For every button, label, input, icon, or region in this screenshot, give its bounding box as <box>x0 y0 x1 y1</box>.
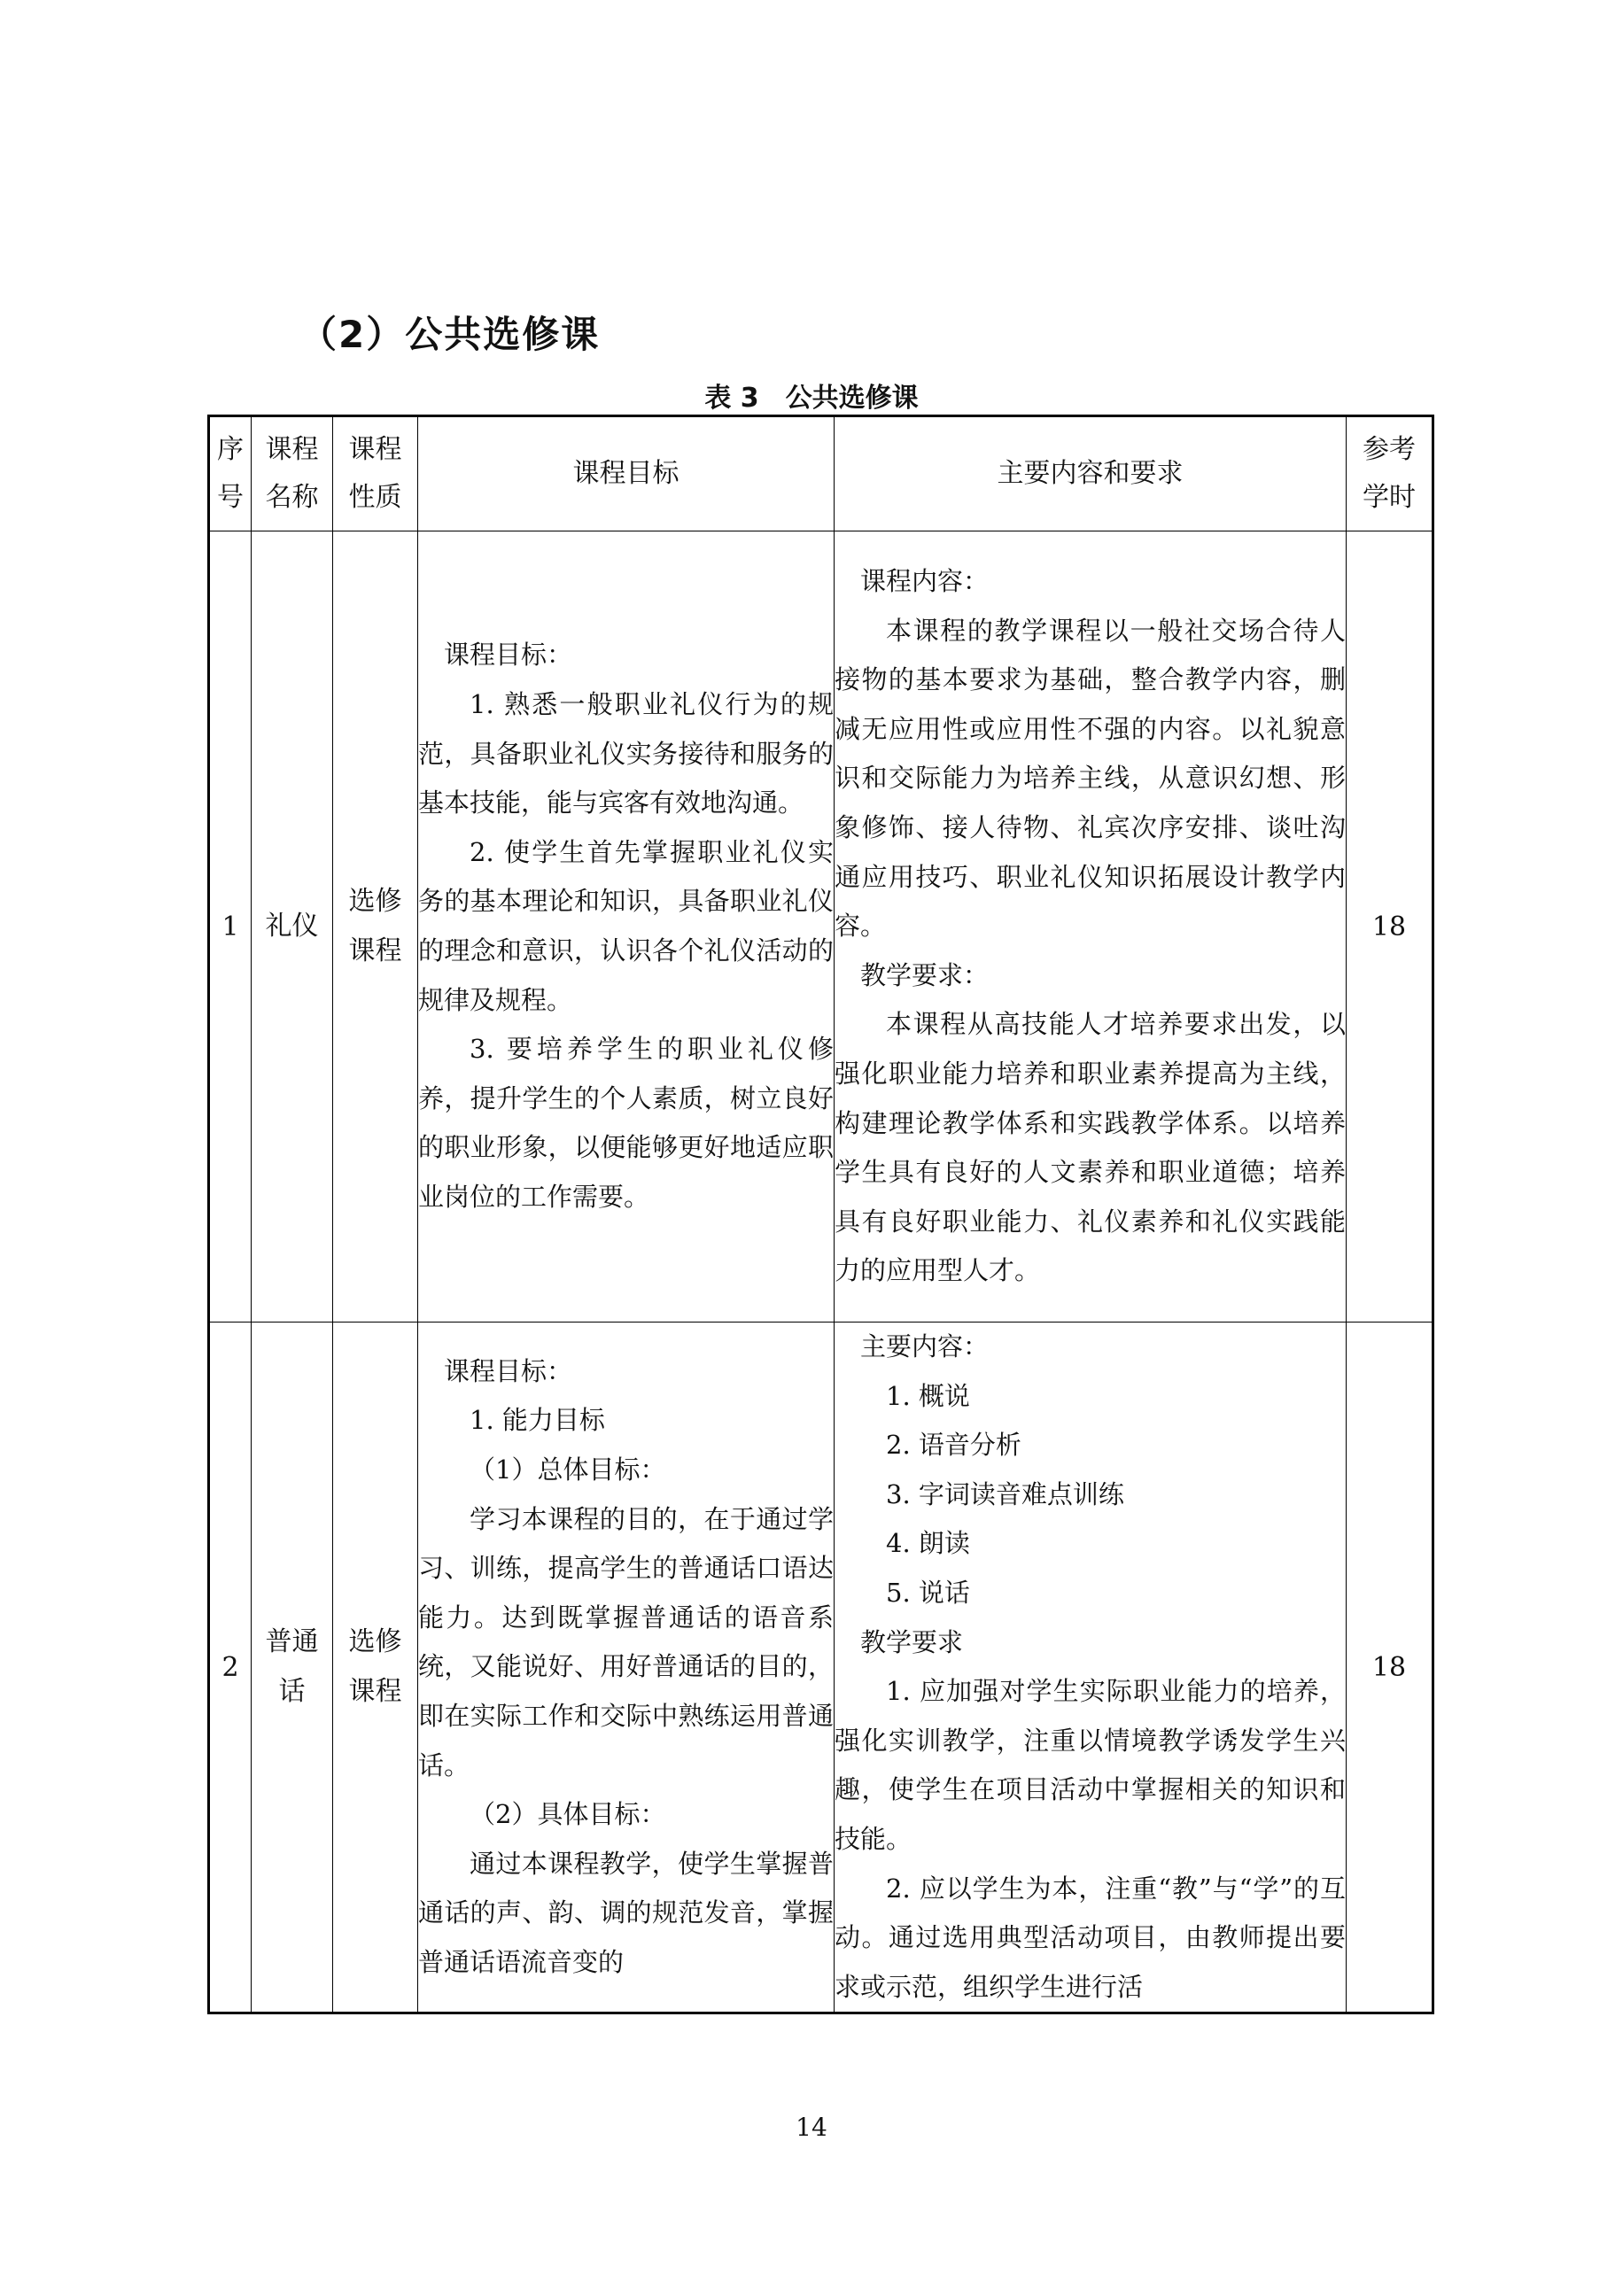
header-name: 课程 名称 <box>252 416 333 531</box>
row-number: 2 <box>209 1323 252 2013</box>
elective-courses-table <box>207 415 1434 2014</box>
course-goal: 课程目标： 1. 能力目标 （1）总体目标： 学习本课程的目的，在于通过学习、训练，提高学生的普通话口语达能力。达到既掌握普通话的语音系统，又能说好、用好普通话的目的，即在实际工作和交际中熟练运用普通话。 （2）具体目标： 通过本课程教学，使学生掌握普通话的声、韵、调的规范发音，掌握普通话语流音变的 <box>418 1323 835 2013</box>
table-row <box>209 1323 1433 2013</box>
course-content: 课程内容： 本课程的教学课程以一般社交场合待人接物的基本要求为基础，整合教学内容，删减无应用性或应用性不强的内容。以礼貌意识和交际能力为培养主线，从意识幻想、形象修饰、接人待物、礼宾次序安排、谈吐沟通应用技巧、职业礼仪知识拓展设计教学内容。 教学要求： 本课程从高技能人才培养要求出发，以强化职业能力培养和职业素养提高为主线，构建理论教学体系和实践教学体系。以培养学生具有良好的人文素养和职业道德；培养具有良好职业能力、礼仪素养和礼仪实践能力的应用型人才。 <box>835 531 1347 1323</box>
course-name: 普通 话 <box>252 1323 333 2013</box>
table-row <box>209 531 1433 1323</box>
course-hours: 18 <box>1347 1323 1433 2013</box>
course-nature: 选修 课程 <box>333 531 418 1323</box>
header-content: 主要内容和要求 <box>835 416 1347 531</box>
table-header-row <box>209 416 1433 531</box>
course-content: 主要内容： 1. 概说 2. 语音分析 3. 字词读音难点训练 4. 朗读 5. 说话 教学要求 1. 应加强对学生实际职业能力的培养，强化实训教学，注重以情境教学诱发学生兴趣，使学生在项目活动中掌握相关的知识和技能。 2. 应以学生为本，注重“教”与“学”的互动。通过选用典型活动项目，由教师提出要求或示范，组织学生进行活 <box>835 1323 1347 2013</box>
header-nature: 课程 性质 <box>333 416 418 531</box>
header-no: 序 号 <box>209 416 252 531</box>
header-goal: 课程目标 <box>418 416 835 531</box>
course-goal: 课程目标： 1. 熟悉一般职业礼仪行为的规范，具备职业礼仪实务接待和服务的基本技能，能与宾客有效地沟通。 2. 使学生首先掌握职业礼仪实务的基本理论和知识，具备职业礼仪的理念和意识，认识各个礼仪活动的规律及规程。 3. 要培养学生的职业礼仪修养，提升学生的个人素质，树立良好的职业形象，以便能够更好地适应职业岗位的工作需要。 <box>418 531 835 1323</box>
course-hours: 18 <box>1347 531 1433 1323</box>
section-title: （2）公共选修课 <box>299 313 601 356</box>
table-caption: 表 3 公共选修课 <box>704 383 919 414</box>
row-number: 1 <box>209 531 252 1323</box>
page-number: 14 <box>796 2113 827 2142</box>
header-hours: 参考 学时 <box>1347 416 1433 531</box>
course-name: 礼仪 <box>252 531 333 1323</box>
course-nature: 选修 课程 <box>333 1323 418 2013</box>
